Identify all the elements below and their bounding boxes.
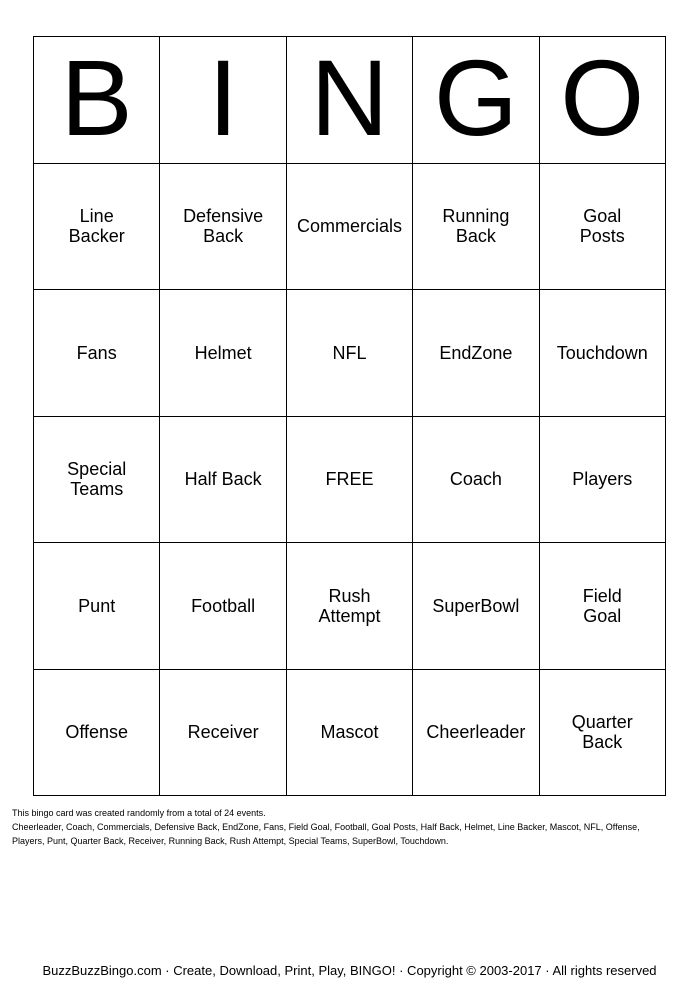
square-text: Backer [68,226,125,247]
bingo-square [34,670,160,797]
square-text: Rush [328,585,371,606]
bingo-square [413,164,539,291]
bingo-square [34,164,160,291]
square-text: Offense [65,722,129,743]
square-text: Field [582,585,622,606]
bingo-square [287,290,413,417]
square-text: Posts [579,226,625,247]
bingo-square [540,164,666,291]
created-note: This bingo card was created randomly from a total of 24 events. [12,808,266,818]
bingo-square [160,543,286,670]
square-text: Cheerleader [426,722,526,743]
square-text: Punt [78,595,116,616]
square-text: Goal [583,605,622,626]
square-text: Commercials [296,216,402,237]
bingo-square [160,670,286,797]
square-text: Helmet [194,342,252,363]
square-text: Line [79,206,114,227]
footer-copyright: BuzzBuzzBingo.com · Create, Download, Print, Play, BINGO! · Copyright © 2003-2017 · All rights reserved [42,963,657,978]
square-text: Coach [449,469,502,490]
square-text: FREE [325,469,374,490]
bingo-square [540,543,666,670]
square-text: NFL [332,342,367,363]
bingo-square [413,543,539,670]
square-text: Teams [70,479,124,500]
square-text: Running [442,206,510,227]
square-text: Players [572,469,633,490]
bingo-card [33,36,666,796]
square-text: Attempt [318,605,381,626]
square-text: Back [203,226,244,247]
square-text: Football [191,595,256,616]
square-text: Mascot [320,722,379,743]
free-square [287,417,413,544]
header-letter-b: B [34,37,160,164]
bingo-square [287,543,413,670]
square-text: Special [67,459,127,480]
square-text: Back [582,732,623,753]
bingo-square [160,164,286,291]
square-text: EndZone [439,342,513,363]
square-text: Touchdown [556,342,648,363]
square-text: Back [455,226,496,247]
bingo-square [413,670,539,797]
events-list-line: Cheerleader, Coach, Commercials, Defensive Back, EndZone, Fans, Field Goal, Football, Goal Posts, Half Back, Helmet, Line Backer, Mascot, NFL, Offense, [12,822,640,832]
header-letter-i: I [160,37,286,164]
bingo-square [160,417,286,544]
bingo-square [34,543,160,670]
bingo-square [413,290,539,417]
bingo-square [160,290,286,417]
bingo-square [287,164,413,291]
events-list-line: Players, Punt, Quarter Back, Receiver, Running Back, Rush Attempt, Special Teams, SuperBowl, Touchdown. [12,836,449,846]
header-letter-n: N [287,37,413,164]
header-letter-o: O [540,37,666,164]
square-text: Quarter [571,712,633,733]
square-text: Half Back [184,469,262,490]
square-text: Fans [76,342,117,363]
square-text: Goal [583,206,622,227]
bingo-square [287,670,413,797]
bingo-square [540,670,666,797]
card-info [12,806,692,848]
square-text: Defensive [183,206,264,227]
bingo-square [34,417,160,544]
header-letter-g: G [413,37,539,164]
bingo-square [540,417,666,544]
bingo-square [34,290,160,417]
bingo-square [413,417,539,544]
bingo-square [540,290,666,417]
square-text: Receiver [187,722,259,743]
square-text: SuperBowl [432,595,520,616]
